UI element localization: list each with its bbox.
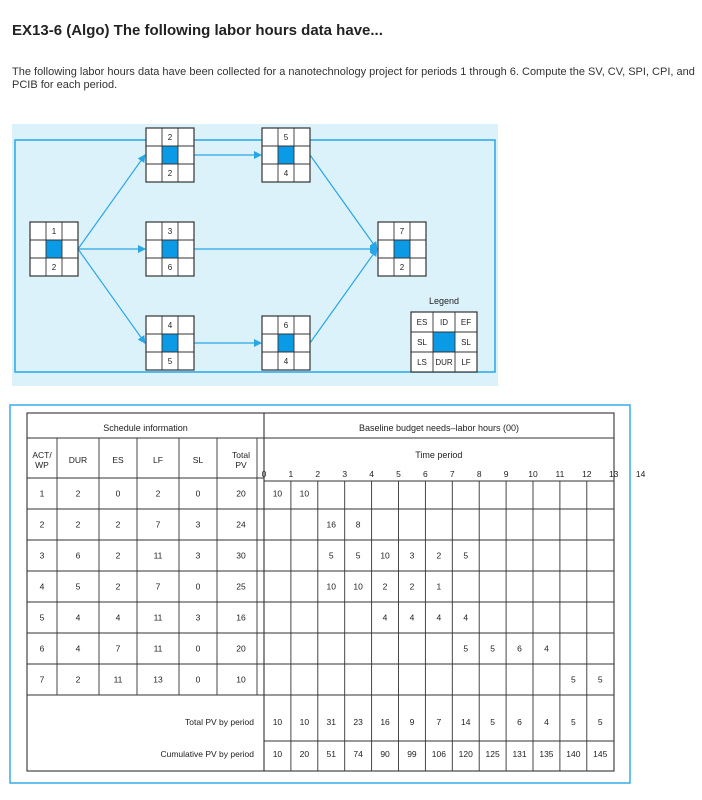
period-label: 10	[528, 469, 538, 479]
cell-period-value: 10	[272, 488, 283, 499]
legend-label: EF	[460, 318, 472, 327]
cumulative-pv-value: 131	[512, 749, 527, 759]
cell-sl: 3	[195, 519, 201, 530]
cell-period-value: 5	[463, 550, 469, 561]
cell-sl: 0	[195, 643, 201, 654]
legend-label: SL	[417, 338, 427, 347]
cell-act: 1	[39, 488, 45, 499]
cell-dur: 5	[75, 581, 81, 592]
period-label: 4	[369, 469, 374, 479]
cell-period-value: 5	[463, 643, 469, 654]
cell-period-value: 10	[299, 488, 310, 499]
col-header-sl: SL	[192, 455, 204, 465]
cell-period-value: 4	[463, 612, 469, 623]
col-header-pv: PV	[235, 460, 247, 470]
activity-duration: 5	[167, 357, 173, 366]
col-header-total: Total	[232, 450, 250, 460]
cumulative-pv-value: 99	[407, 749, 417, 759]
cumulative-pv-value: 106	[431, 749, 446, 759]
total-pv-value: 16	[380, 717, 390, 727]
cell-period-value: 10	[353, 581, 363, 592]
cell-lf: 11	[153, 550, 163, 561]
schedule-info-header: Schedule information	[103, 423, 188, 433]
cell-period-value: 5	[597, 674, 603, 685]
cell-period-value: 8	[355, 519, 361, 530]
total-pv-label: Total PV by period	[185, 717, 254, 727]
col-header-wp: WP	[35, 460, 49, 470]
cell-act: 2	[39, 519, 45, 530]
cell-period-value: 4	[544, 643, 549, 654]
cell-lf: 11	[153, 643, 163, 654]
legend-title: Legend	[428, 296, 460, 306]
total-pv-value: 6	[517, 717, 522, 727]
total-pv-value: 23	[353, 717, 363, 727]
legend-label: DUR	[435, 358, 453, 367]
cell-total-pv: 16	[236, 612, 246, 623]
period-label: 1	[288, 469, 294, 479]
cell-act: 4	[39, 581, 45, 592]
cumulative-pv-value: 90	[380, 749, 390, 759]
cell-period-value: 2	[436, 550, 442, 561]
cumulative-pv-value: 10	[272, 749, 283, 759]
cumulative-pv-label: Cumulative PV by period	[160, 749, 254, 759]
period-label: 8	[476, 469, 482, 479]
cumulative-pv-value: 125	[485, 749, 500, 759]
total-pv-value: 4	[544, 717, 549, 727]
activity-id: 2	[167, 133, 173, 142]
legend-center-fill	[433, 332, 455, 352]
budget-header: Baseline budget needs–labor hours (00)	[358, 423, 520, 433]
activity-node-2	[146, 128, 194, 182]
cell-total-pv: 20	[236, 488, 246, 499]
time-period-label: Time period	[415, 450, 463, 460]
cell-period-value: 4	[382, 612, 388, 623]
cell-period-value: 4	[409, 612, 415, 623]
cell-period-value: 10	[380, 550, 390, 561]
network-diagram	[12, 124, 498, 386]
cell-period-value: 5	[570, 674, 576, 685]
cell-dur: 2	[75, 488, 81, 499]
col-header-act: ACT/	[32, 450, 52, 460]
cell-dur: 2	[75, 674, 81, 685]
cell-act: 3	[39, 550, 45, 561]
cumulative-pv-value: 145	[593, 749, 608, 759]
legend-label: SL	[461, 338, 471, 347]
legend-label: LF	[461, 358, 471, 367]
cell-es: 0	[115, 488, 121, 499]
total-pv-value: 5	[490, 717, 496, 727]
col-header-dur: DUR	[68, 455, 88, 465]
legend-label: ES	[416, 318, 428, 327]
period-label: 5	[396, 469, 401, 479]
cumulative-pv-value: 20	[299, 749, 310, 759]
legend-label: ID	[440, 318, 448, 327]
cell-sl: 0	[195, 674, 201, 685]
activity-node-center-fill	[46, 240, 62, 258]
cumulative-pv-value: 74	[353, 749, 363, 759]
total-pv-value: 14	[461, 717, 471, 727]
cell-period-value: 6	[517, 643, 522, 654]
activity-node-6	[262, 316, 310, 370]
cell-es: 2	[115, 519, 121, 530]
cell-lf: 2	[155, 488, 161, 499]
total-pv-value: 10	[299, 717, 310, 727]
cell-dur: 4	[75, 612, 81, 623]
period-label: 7	[449, 469, 455, 479]
total-pv-value: 5	[570, 717, 576, 727]
cell-period-value: 5	[328, 550, 334, 561]
cell-es: 2	[115, 581, 121, 592]
table-outer-border	[10, 405, 630, 783]
cell-es: 2	[115, 550, 121, 561]
question-title: EX13-6 (Algo) The following labor hours data have...	[12, 22, 383, 39]
activity-node-3	[146, 222, 194, 276]
activity-node-center-fill	[394, 240, 410, 258]
period-label: 2	[315, 469, 321, 479]
cell-period-value: 1	[436, 581, 442, 592]
cumulative-pv-value: 51	[326, 749, 336, 759]
cumulative-pv-value: 140	[566, 749, 581, 759]
activity-node-7	[378, 222, 426, 276]
activity-node-center-fill	[162, 240, 178, 258]
cell-period-value: 2	[382, 581, 388, 592]
cell-period-value: 4	[436, 612, 442, 623]
cell-sl: 0	[195, 488, 201, 499]
total-pv-value: 31	[326, 717, 336, 727]
activity-duration: 2	[51, 263, 57, 272]
schedule-table	[10, 405, 646, 783]
cell-sl: 3	[195, 550, 201, 561]
activity-id: 7	[399, 227, 405, 236]
total-pv-value: 7	[436, 717, 442, 727]
cell-total-pv: 25	[236, 581, 246, 592]
activity-id: 6	[283, 321, 289, 330]
activity-id: 5	[283, 133, 289, 142]
cell-period-value: 16	[326, 519, 336, 530]
activity-node-center-fill	[278, 334, 294, 352]
cell-es: 7	[115, 643, 121, 654]
cumulative-pv-value: 135	[539, 749, 554, 759]
activity-node-center-fill	[162, 334, 178, 352]
activity-duration: 4	[283, 357, 289, 366]
activity-id: 3	[167, 227, 173, 236]
activity-node-1	[30, 222, 78, 276]
cumulative-pv-value: 120	[458, 749, 473, 759]
period-label: 3	[342, 469, 348, 479]
activity-node-5	[262, 128, 310, 182]
cell-period-value: 5	[490, 643, 496, 654]
cell-es: 4	[115, 612, 121, 623]
activity-node-center-fill	[278, 146, 294, 164]
cell-total-pv: 24	[236, 519, 246, 530]
cell-period-value: 10	[326, 581, 336, 592]
activity-duration: 4	[283, 169, 289, 178]
legend-label: LS	[417, 358, 427, 367]
activity-id: 4	[167, 321, 173, 330]
question-description: The following labor hours data have been collected for a nanotechnology project for periods 1 through 6. Compute the SV, CV, SPI, CPI, and PCIB for each period.	[12, 66, 695, 91]
total-pv-value: 10	[272, 717, 283, 727]
activity-duration: 2	[167, 169, 173, 178]
activity-node-4	[146, 316, 194, 370]
cell-period-value: 3	[409, 550, 415, 561]
cell-total-pv: 30	[236, 550, 246, 561]
col-header-es: ES	[112, 455, 124, 465]
period-label: 14	[635, 469, 646, 479]
total-pv-value: 9	[409, 717, 415, 727]
cell-lf: 7	[155, 581, 161, 592]
activity-node-center-fill	[162, 146, 178, 164]
cell-total-pv: 10	[236, 674, 246, 685]
period-label: 6	[423, 469, 428, 479]
cell-dur: 6	[75, 550, 81, 561]
col-header-lf: LF	[153, 455, 163, 465]
cell-period-value: 5	[355, 550, 361, 561]
period-label: 0	[261, 469, 267, 479]
cell-dur: 2	[75, 519, 81, 530]
activity-id: 1	[51, 227, 57, 236]
activity-duration: 6	[167, 263, 173, 272]
cell-period-value: 2	[409, 581, 415, 592]
period-label: 9	[503, 469, 509, 479]
cell-act: 7	[39, 674, 45, 685]
period-label: 12	[582, 469, 592, 479]
period-label: 13	[608, 469, 619, 479]
period-label: 11	[555, 469, 565, 479]
cell-total-pv: 20	[236, 643, 246, 654]
cell-lf: 7	[155, 519, 161, 530]
cell-sl: 3	[195, 612, 201, 623]
cell-sl: 0	[195, 581, 201, 592]
cell-lf: 13	[153, 674, 163, 685]
total-pv-value: 5	[597, 717, 603, 727]
cell-lf: 11	[153, 612, 163, 623]
cell-es: 11	[113, 674, 123, 685]
activity-duration: 2	[399, 263, 405, 272]
cell-act: 6	[39, 643, 45, 654]
cell-act: 5	[39, 612, 45, 623]
cell-dur: 4	[75, 643, 81, 654]
